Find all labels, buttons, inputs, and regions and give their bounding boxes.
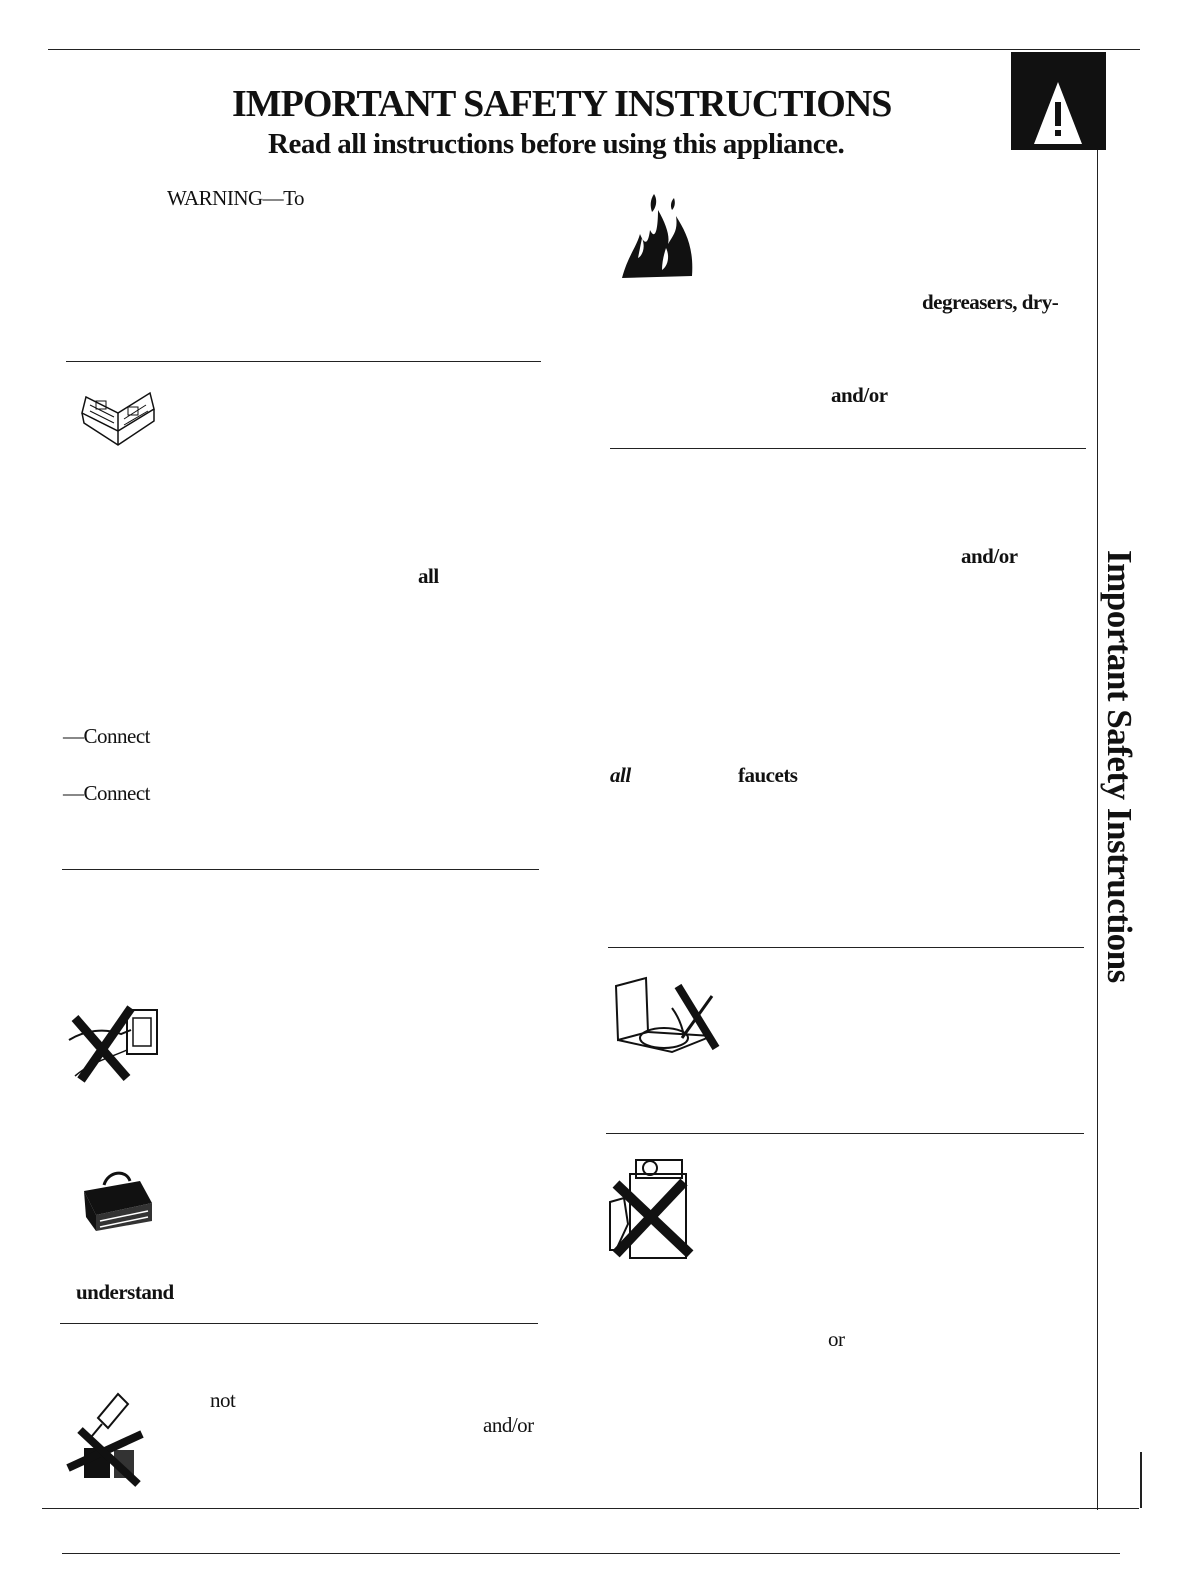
page-title: IMPORTANT SAFETY INSTRUCTIONS [232,83,892,125]
connect-text-2: —Connect [63,781,150,805]
toolbox-icon [78,1167,158,1237]
faucets-text: faucets [738,763,798,787]
top-rule [48,49,1140,50]
flame-icon [614,186,704,286]
no-unplug-cord-icon [65,1000,165,1085]
manual-book-icon [78,383,158,453]
side-tab-label: Important Safety Instructions [1100,550,1139,983]
left-rule-1 [66,361,541,362]
right-rule-1 [610,448,1086,449]
degreasers-text: degreasers, dry- [922,290,1059,314]
right-rule-3 [606,1133,1084,1134]
right-rule-2 [608,947,1084,948]
all-italic-text: all [610,763,631,787]
left-rule-2 [62,869,539,870]
not-text: not [210,1388,236,1412]
no-climbing-child-icon [606,1154,696,1264]
page-subtitle: Read all instructions before using this appliance. [268,128,845,160]
or-text: or [828,1327,845,1351]
footer-rule [62,1553,1120,1554]
warning-text: WARNING—To [167,186,305,210]
no-flammable-chemicals-icon [62,1390,152,1490]
andor-text-2: and/or [961,544,1018,568]
bottom-rule [42,1508,1139,1509]
warning-box [1011,52,1106,150]
understand-text: understand [76,1280,174,1304]
andor-text-3: and/or [483,1413,534,1437]
andor-text-1: and/or [831,383,888,407]
left-rule-3 [60,1323,538,1324]
edge-mark [1140,1452,1142,1508]
open-washer-no-hand-icon [612,976,722,1056]
connect-text-1: —Connect [63,724,150,748]
all-text: all [418,564,439,588]
warning-triangle-icon [1011,52,1106,150]
